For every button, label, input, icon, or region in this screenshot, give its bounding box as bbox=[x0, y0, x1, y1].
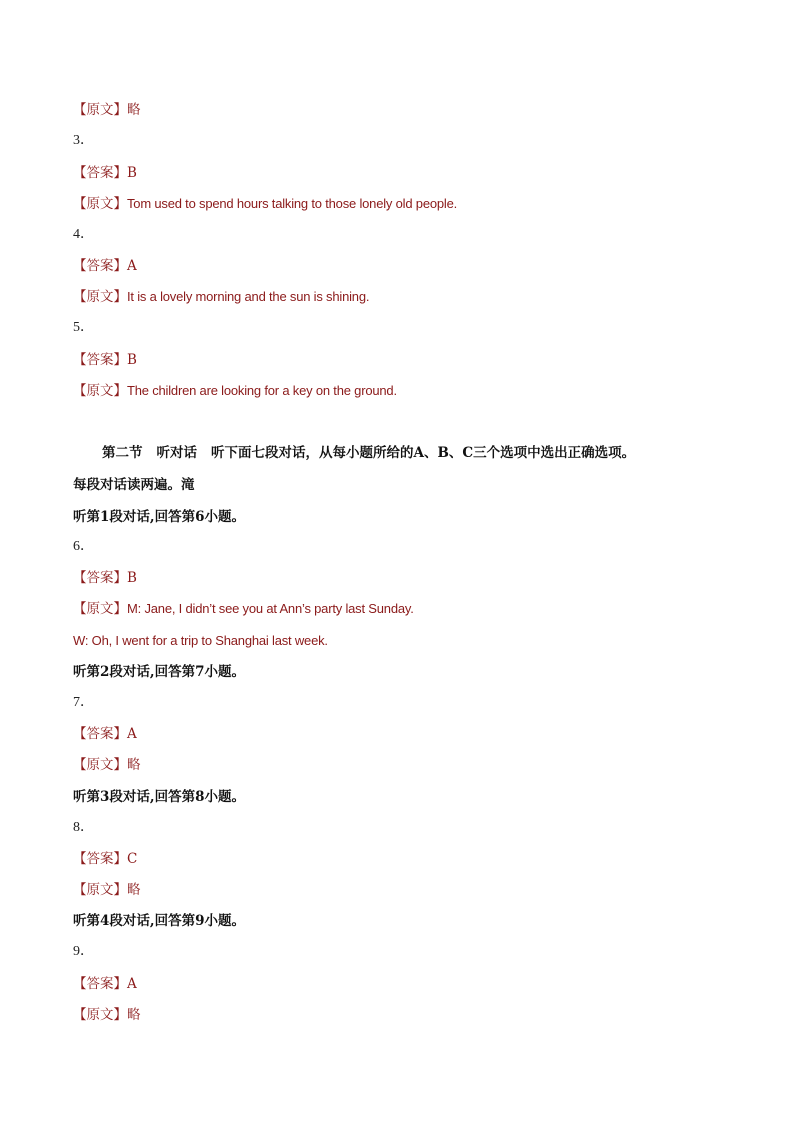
dialogue-intro: 听第2段对话,回答第7小题。 bbox=[73, 664, 245, 680]
question-number: 3． bbox=[73, 133, 94, 148]
dialogue-intro: 听第3段对话,回答第8小题。 bbox=[73, 789, 245, 805]
question-number: 4． bbox=[73, 227, 94, 242]
section-instructions: 听下面七段对话，从每小题所给的A、B、C三个选项中选出正确选项。 bbox=[211, 445, 636, 461]
transcript-tag: 【原文】 bbox=[73, 383, 127, 399]
transcript-line bbox=[73, 600, 414, 618]
question-number: 9． bbox=[73, 944, 94, 959]
section-instructions-line2: 每段对话读两遍。滝 bbox=[73, 477, 195, 493]
answer-line: 【答案】A bbox=[73, 726, 137, 742]
answer-line: 【答案】A bbox=[73, 976, 137, 992]
transcript-text: W: Oh, I went for a trip to Shanghai last week. bbox=[73, 633, 328, 648]
transcript-line: 【原文】略 bbox=[73, 102, 141, 118]
dialogue-intro: 听第1段对话,回答第6小题。 bbox=[73, 509, 245, 525]
answer-line: 【答案】B bbox=[73, 570, 137, 586]
transcript-line bbox=[73, 382, 397, 400]
question-number: 6． bbox=[73, 539, 94, 554]
answer-line: 【答案】C bbox=[73, 851, 138, 867]
transcript-tag: 【原文】 bbox=[73, 196, 127, 212]
transcript-tag: 【原文】 bbox=[73, 601, 127, 617]
section-title: 听对话 bbox=[156, 445, 197, 461]
answer-line: 【答案】B bbox=[73, 352, 137, 368]
transcript-line: 【原文】略 bbox=[73, 757, 141, 773]
dialogue-intro: 听第4段对话,回答第9小题。 bbox=[73, 913, 245, 929]
transcript-line bbox=[73, 288, 369, 306]
transcript-line bbox=[73, 632, 328, 650]
transcript-text: The children are looking for a key on the ground. bbox=[127, 383, 397, 398]
section-heading bbox=[102, 444, 635, 462]
answer-line: 【答案】B bbox=[73, 165, 137, 181]
transcript-text: M: Jane, I didn’t see you at Ann’s party last Sunday. bbox=[127, 601, 414, 616]
transcript-tag: 【原文】 bbox=[73, 289, 127, 305]
section-number: 第二节 bbox=[102, 445, 143, 461]
transcript-text: Tom used to spend hours talking to those lonely old people. bbox=[127, 196, 458, 211]
transcript-line: 【原文】略 bbox=[73, 882, 141, 898]
question-number: 8． bbox=[73, 820, 94, 835]
transcript-line: 【原文】略 bbox=[73, 1007, 141, 1023]
transcript-line bbox=[73, 195, 457, 213]
question-number: 5． bbox=[73, 320, 94, 335]
transcript-text: It is a lovely morning and the sun is shining. bbox=[127, 289, 370, 304]
answer-line: 【答案】A bbox=[73, 258, 137, 274]
question-number: 7． bbox=[73, 695, 94, 710]
